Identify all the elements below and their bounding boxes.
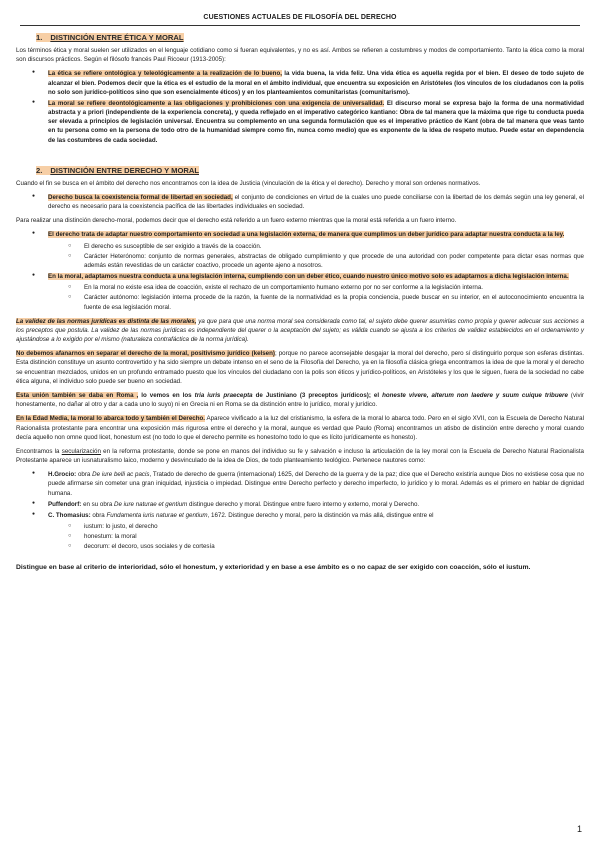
author-text-b: distingue derecho y moral. Distingue entre fuero interno y externo, moral y Derecho.	[187, 500, 420, 508]
list-item	[32, 99, 584, 145]
list-item	[32, 230, 584, 270]
moral-internal-highlight: En la moral, adaptamos nuestra conducta a una legislación interna, cumpliendo con un deber ético, cuando nuestro único motivo solo es adaptarnos a dicha legislación interna.	[48, 273, 569, 281]
author-work: De iure naturae et gentium	[114, 500, 188, 508]
author-text-a: obra	[90, 511, 107, 519]
rome-text-rest: (vivir honestamente, no dañar al otro y dar a cada uno lo suyo) ni en Grecia ni en Roma se da distinción entre lo jurídico, moral y jurídico.	[16, 391, 584, 409]
author-name: Puffendorf:	[48, 500, 82, 508]
ethics-definition-text: la vida buena, la vida feliz. Una vida ética es aquella regida por el bien. El deseo de todo sujeto de alcanzar el bien. Podemos decir que la ética es el estudio de la moral en el ámbito individual, que encuentra su exposición en Aristóteles (los vínculos de los ciudadanos con la polis no solo son jurídico-políticos sino que son esencialmente éticos) y en los planteamientos comunitaristas (comunitarismo).	[48, 70, 584, 96]
list-item	[32, 500, 584, 509]
sublist-item: ○ decorum: el decoro, usos sociales y de cortesía	[68, 542, 584, 551]
thomasius-sublist	[68, 522, 584, 552]
law-coexistence-highlight: Derecho busca la coexistencia formal de libertad en sociedad,	[48, 193, 233, 201]
author-text-b: , Tratado de derecho de guerra (internacional) 1625, del Derecho de la guerra y de la paz; dice que el Derecho existiría aunque Dios no existiese cosa que no puede afirmarse sin cometer una gran iniquidad, injusticia o impiedad. Distingue entre Derecho perfecto y derecho imperfecto, lo jurídico y lo moral. Además es el primero en hablar de dignidad humana.	[48, 471, 584, 497]
rome-paragraph	[16, 391, 584, 409]
section-1-number: 1.	[36, 33, 43, 42]
author-text-a: en su obra	[81, 500, 115, 508]
secularization-term: secularización	[61, 447, 101, 455]
section-2-intro: Cuando el fin se busca en el ámbito del derecho nos encontramos con la idea de Justicia (vinculación de la ética y el derecho). Derecho y moral son ordenes normativos.	[16, 179, 481, 187]
section-2-heading	[36, 166, 584, 175]
validity-highlight: La validez de las normas jurídicas es distinta de las morales,	[16, 317, 197, 325]
secularization-text-a: Encontramos la	[16, 447, 62, 455]
sublist-item: ○ honestum: la moral	[68, 532, 584, 541]
author-name: H.Grocio:	[48, 471, 77, 479]
sublist-item: ○ En la moral no existe esa idea de coacción, existe el rechazo de un comportamiento humano externo por no ser conforme a la legislación interna.	[68, 283, 584, 292]
middle-ages-paragraph	[16, 414, 584, 442]
law-external-highlight: El derecho trata de adaptar nuestro comportamiento en sociedad a una legislación externa, de manera que cumplimos un deber jurídico para adaptar nuestra conducta a la ley.	[48, 231, 565, 239]
section-1-intro: Los términos ética y moral suelen ser utilizados en el lenguaje cotidiano como si fueran equivalentes, y no es así. Ambos se refieren a costumbres y modos de comportamiento. Tanto la ética como la moral son discursos prácticos. Según el filósofo francés Paul Ricoeur (1913-2005):	[16, 47, 584, 64]
sublist-item: ○ Carácter Heterónomo: conjunto de normas generales, abstractas de obligado cumplimiento y que procede de una autoridad con poder competente para dictar esas normas que además están revestidas de un carácter coactivo, procede un agente ajeno a nosotros.	[68, 252, 584, 270]
secularization-paragraph	[16, 447, 584, 465]
list-item	[32, 470, 584, 498]
page-number: 1	[576, 824, 582, 834]
sublist-item: ○ Carácter autónomo: legislación interna procede de la razón, la fuente de la normatividad es la propia conciencia, puede buscar en su interior, en el autoconocimiento encuentra la fuente de esa legislación moral.	[68, 293, 584, 311]
rome-text-b: de Justiniano (3 preceptos jurídicos); el	[252, 391, 383, 399]
moral-definition-highlight: La moral se refiere deontológicamente a las obligaciones y prohibiciones con una exigencia de universalidad.	[48, 99, 385, 107]
author-text-a: obra	[76, 471, 93, 479]
section-1-list	[32, 69, 584, 144]
list-item	[32, 272, 584, 312]
rome-text-a: lo vemos en los	[138, 391, 195, 399]
sublist-item: ○ iustum: lo justo, el derecho	[68, 522, 584, 531]
author-work: Fundamenta iuris naturae et gentium	[106, 511, 208, 519]
rome-latin-1: tria iuris praecepta	[194, 391, 253, 399]
moral-definition-text: El discurso moral se expresa bajo la forma de una normatividad abstracta y a priori (independiente de la experiencia concreta), y queda reflejado en el imperativo categórico kantiano: Obra de tal manera que la máxima que rige tu conducta pueda ser elevada a principios de legislación universal. Encuentra su complemento en una segunda formulación que es el imperativo práctico de Kant (obra de tal manera que veas tanto en tu persona como en la persona de todo otro de la humanidad siempre como fin, nunca como medio) que es exponente de la idea de respeto mutuo. Puede estar en dependencia de las costumbres de cada sociedad.	[48, 99, 584, 144]
section-1-heading	[36, 33, 584, 42]
section-2-number: 2.	[36, 165, 43, 175]
rome-latin-2: honeste vivere, alterum non laedere y suum cuique tribuere	[382, 391, 568, 399]
middle-ages-text: Aparece vivificado a la luz del cristianismo, la esfera de la moral lo abarca todo. Pero en el siglo XVII, con la Escuela de Derecho Natural Racionalista protestante para encontrar una exposición más rigurosa entre el derecho y la moral, aunque es verdad que Paulo (Roma) encontramos un atisbo de distinción entre derecho y moral cuando decía aquello non omne quod licet, honestum est (no todo lo que el derecho permite es honesto/no todo lo que es lícito jurídicamente es honesto).	[16, 415, 584, 441]
author-text-b: , 1672. Distingue derecho y moral, pero la distinción va más allá, distingue entre el	[207, 511, 434, 519]
sublist-item: ○ El derecho es susceptible de ser exigido a través de la coacción.	[68, 242, 584, 251]
list-item	[32, 193, 584, 211]
section-1-title: DISTINCIÓN ENTRE ÉTICA Y MORAL	[50, 33, 184, 42]
section-2-list-b	[32, 230, 584, 311]
positivism-highlight: No debemos afanarnos en separar el derecho de la moral, positivismo jurídico (kelsen)	[16, 350, 275, 358]
author-work: De iure belli ac pacis	[92, 471, 150, 479]
list-item	[32, 69, 584, 97]
authors-list	[32, 470, 584, 551]
law-sublist	[68, 242, 584, 271]
validity-text: ya que para que una norma moral sea considerada como tal, el sujeto debe querer asumirlas como propia y querer adecuar sus acciones a los preceptos que postula. La validez de las normas jurídicas es independiente del querer o la aceptación del sujeto; es válida cuando se ajusta a los criterios de validez establecidos en el ordenamiento y ajustándose a lo exigido por el mismo (naturaleza contrafáctica de la norma jurídica).	[16, 317, 585, 344]
document-title: CUESTIONES ACTUALES DE FILOSOFÍA DEL DERECHO	[203, 14, 397, 21]
middle-ages-highlight: En la Edad Media, la moral lo abarca todo y también el Derecho.	[16, 415, 205, 423]
positivism-paragraph	[16, 349, 584, 386]
secularization-text: en la reforma protestante, donde se pone en manos del individuo su fe y salvación e incluso la articulación de la ley moral con la Escuela de Derecho Natural Racionalista Protestante aparece un iusnaturalismo laico, moderno y desvinculado de la idea de Dios, de todo planteamiento teológico. Pertenece nautores como:	[16, 447, 584, 465]
closing-paragraph: Distingue en base al criterio de interioridad, sólo el honestum, y exterioridad y en base a ese ámbito es o no capaz de ser exigido con coacción, sólo el iustum.	[16, 563, 531, 571]
title-divider	[20, 25, 580, 26]
list-item	[32, 511, 584, 552]
section-2-paragraph-2: Para realizar una distinción derecho-moral, podemos decir que el derecho está referido a un fuero externo mientras que la moral está referida a un fuero interno.	[16, 217, 457, 225]
section-2-title: DISTINCIÓN ENTRE DERECHO Y MORAL	[50, 165, 199, 175]
author-name: C. Thomasius:	[48, 511, 91, 519]
rome-highlight: Esta unión también se daba en Roma ,	[16, 391, 139, 399]
validity-paragraph	[16, 317, 584, 345]
positivism-text: ; porque no parece aconsejable desgajar la moral del derecho, pero sí distinguirlo porque son esferas distintas. Esta distinción constituye un asunto controvertido y ha sido siempre un debate intenso en el seno de la Filosofía del Derecho, ya en la filosofía clásica griega encontramos la idea de que la moral y el derecho se encuentran mezclados, unidos en un profundo entramado puesto que los vínculos del ciudadano con la polis son éticos y jurídico-políticos, en Aristóteles y los que le siguen, fuera de la sociedad no cabe ética alguna, el individuo solo puede ser bueno en sociedad.	[16, 350, 584, 385]
law-coexistence-text: el conjunto de condiciones en virtud de la cuales uno puede conciliarse con la libertad de los demás según una ley general, el derecho es necesario para la coexistencia pacífica de las libertades individuales en sociedad.	[48, 193, 584, 211]
ethics-definition-highlight: La ética se refiere ontológica y teleológicamente a la realización de lo bueno,	[48, 70, 282, 78]
moral-sublist	[68, 283, 584, 312]
section-2-list-a	[32, 193, 584, 211]
